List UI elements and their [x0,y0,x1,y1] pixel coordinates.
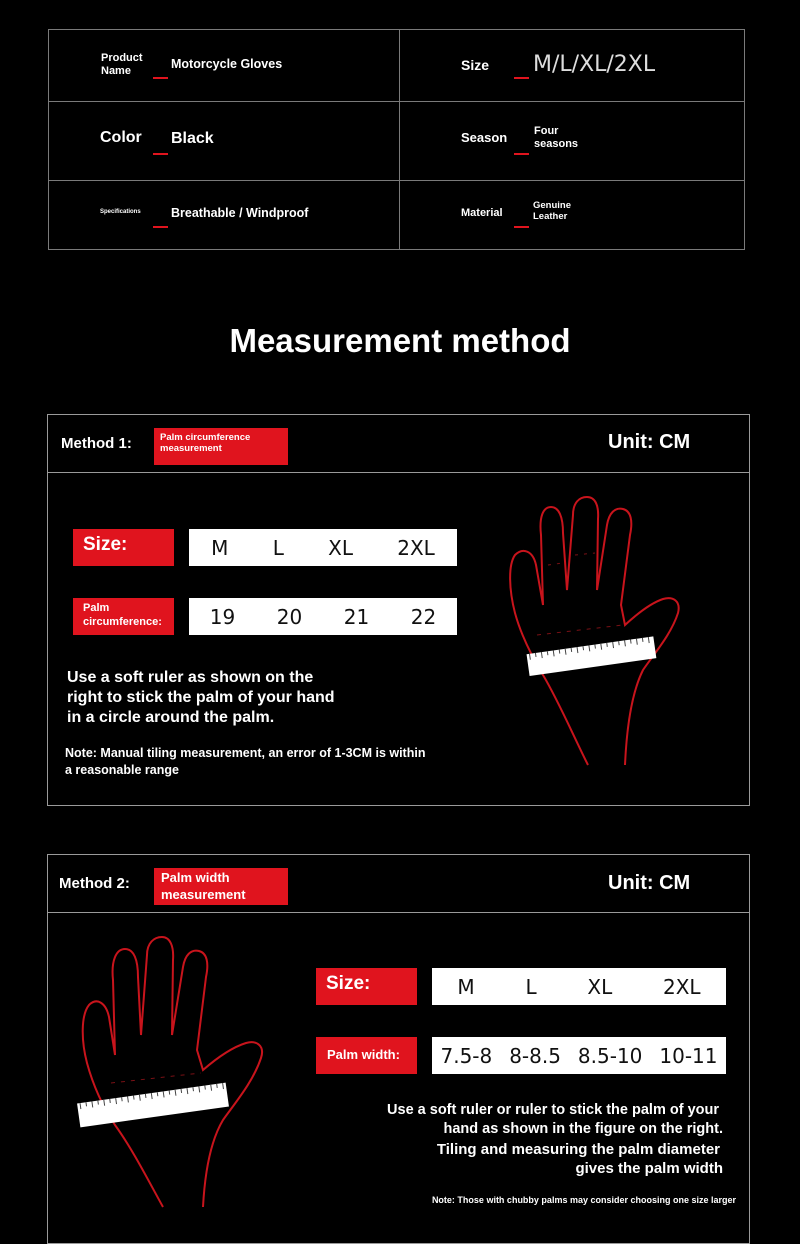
size-label: Size: [73,529,174,566]
method1-panel [47,414,750,806]
method1-unit: Unit: CM [608,431,691,453]
description-line: Use a soft ruler or ruler to stick the palm of your [387,1102,719,1118]
circumference-row [189,598,457,635]
size-label: Size [461,57,490,73]
method1-description: Use a soft ruler as shown on the right to stick the palm of your hand in a circle around the palm. [67,669,335,726]
divider [48,912,749,913]
palm-width-m: 7.5-8 [440,1043,493,1068]
size-xl: XL [328,535,353,560]
size-m: M [457,974,475,999]
ruler-icon [77,1083,229,1128]
product-name-value: Motorcycle Gloves [171,57,283,71]
material-value: Genuine Leather [533,200,572,222]
circumference-2xl: 22 [410,604,437,629]
circumference-xl: 21 [343,604,370,629]
size-value: M/L/XL/2XL [533,52,656,77]
method2-tag: Palm width measurement [154,868,288,905]
description-line: Tiling and measuring the palm diameter [436,1141,720,1158]
description-line: gives the palm width [575,1160,723,1177]
ruler-icon [527,636,657,676]
size-2xl: 2XL [397,535,435,560]
season-label: Season [461,130,508,145]
method2-unit: Unit: CM [608,872,691,894]
palm-width-row [432,1037,726,1074]
palm-width-xl: 8.5-10 [577,1043,643,1068]
red-dash [514,226,529,228]
page-title: Measurement method [229,322,571,359]
palm-width-l: 8-8.5 [509,1043,561,1068]
red-dash [153,153,168,155]
method2-panel [47,854,750,1244]
color-value: Black [171,130,214,147]
red-dash [153,226,168,228]
divider [49,101,744,102]
size-label: Size: [316,968,417,1005]
method2-title: Method 2: [59,875,130,892]
size-xl: XL [587,974,613,999]
size-row [189,529,457,566]
hand-illustration [503,495,723,785]
hand-illustration [73,935,313,1225]
size-m: M [211,535,229,560]
red-dash [514,77,529,79]
color-label: Color [100,129,142,146]
description-line: hand as shown in the figure on the right. [443,1121,723,1137]
circumference-m: 19 [209,604,236,629]
divider [49,180,744,181]
size-2xl: 2XL [663,974,701,999]
method1-note: Note: Manual tiling measurement, an error of 1-3CM is within a reasonable range [65,746,426,777]
size-l: L [525,974,537,999]
red-dash [514,153,529,155]
spec-table [48,29,745,250]
specifications-value: Breathable / Windproof [171,206,309,220]
size-l: L [272,535,284,560]
specifications-label: Specifications [100,209,141,215]
palm-circumference-label: Palm circumference: [73,598,174,635]
method1-tag: Palm circumference measurement [154,428,288,465]
palm-width-2xl: 10-11 [659,1043,718,1068]
divider [399,30,400,249]
circumference-l: 20 [276,604,303,629]
divider [48,472,749,473]
palm-width-label: Palm width: [316,1037,417,1074]
season-value: Four seasons [534,125,579,150]
method2-description [303,1101,723,1178]
method2-note: Note: Those with chubby palms may consider choosing one size larger [431,1195,736,1205]
method1-title: Method 1: [61,435,132,452]
red-dash [153,77,168,79]
material-label: Material [461,207,503,219]
size-row [432,968,726,1005]
product-name-label: Product Name [101,52,143,77]
